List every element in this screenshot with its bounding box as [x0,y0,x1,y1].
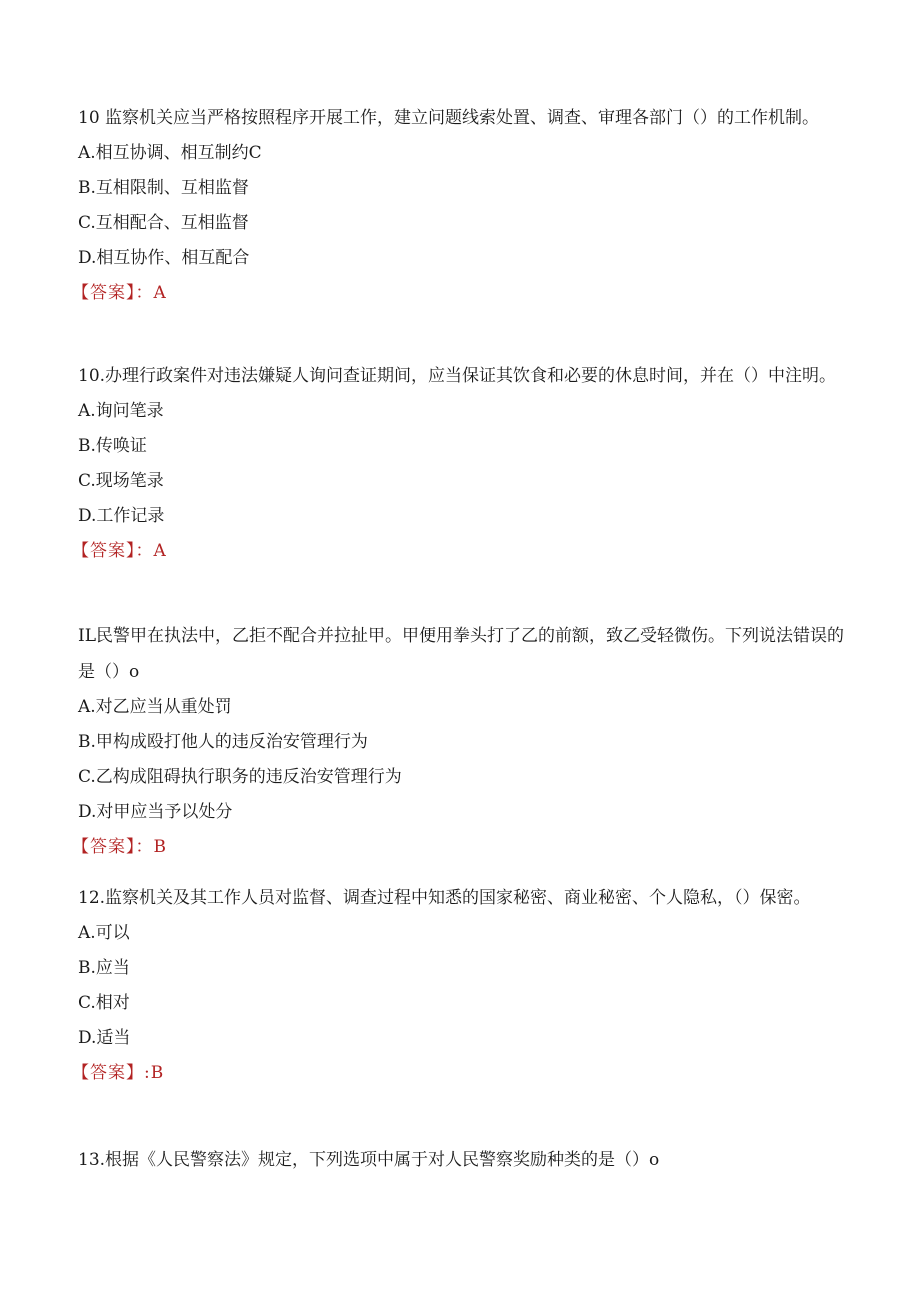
option-d: D.适当 [78,1028,131,1048]
option-b: B.应当 [78,958,130,978]
answer-label: 【答案】：B [72,837,167,857]
answer-label: 【答案】:B [72,1063,165,1083]
answer-label: 【答案】：A [72,283,167,303]
question-text: 10.办理行政案件对违法嫌疑人询问查证期间，应当保证其饮食和必要的休息时间，并在（）中注明。 [78,366,837,386]
option-b: B.传唤证 [78,436,147,456]
question-12 [72,880,848,1091]
option-a: A.相互协调、相互制约C [78,143,262,163]
option-d: D.对甲应当予以处分 [78,802,233,822]
option-d: D.相互协作、相互配合 [78,248,250,268]
option-a: A.对乙应当从重处罚 [78,697,232,717]
option-c: C.相对 [78,993,130,1013]
option-c: C.互相配合、互相监督 [78,213,249,233]
option-a: A.可以 [78,923,130,943]
answer-label: 【答案】：A [72,541,167,561]
option-d: D.工作记录 [78,506,165,526]
option-a: A.询问笔录 [78,401,164,421]
question-13 [78,1142,848,1178]
option-b: B.互相限制、互相监督 [78,178,249,198]
question-10a [72,100,848,311]
question-11 [72,618,848,865]
question-text: IL民警甲在执法中，乙拒不配合并拉扯甲。甲便用拳头打了乙的前额，致乙受轻微伤。下列说法错误的是（）o [78,626,845,682]
question-text: 13.根据《人民警察法》规定，下列选项中属于对人民警察奖励种类的是（）o [78,1150,660,1170]
question-text: 12.监察机关及其工作人员对监督、调查过程中知悉的国家秘密、商业秘密、个人隐私，（）保密。 [78,888,811,908]
option-b: B.甲构成殴打他人的违反治安管理行为 [78,732,368,752]
option-c: C.现场笔录 [78,471,164,491]
question-text: 10 监察机关应当严格按照程序开展工作，建立问题线索处置、调查、审理各部门（）的工作机制。 [78,108,820,128]
question-10b [72,358,848,569]
option-c: C.乙构成阻碍执行职务的违反治安管理行为 [78,767,402,787]
